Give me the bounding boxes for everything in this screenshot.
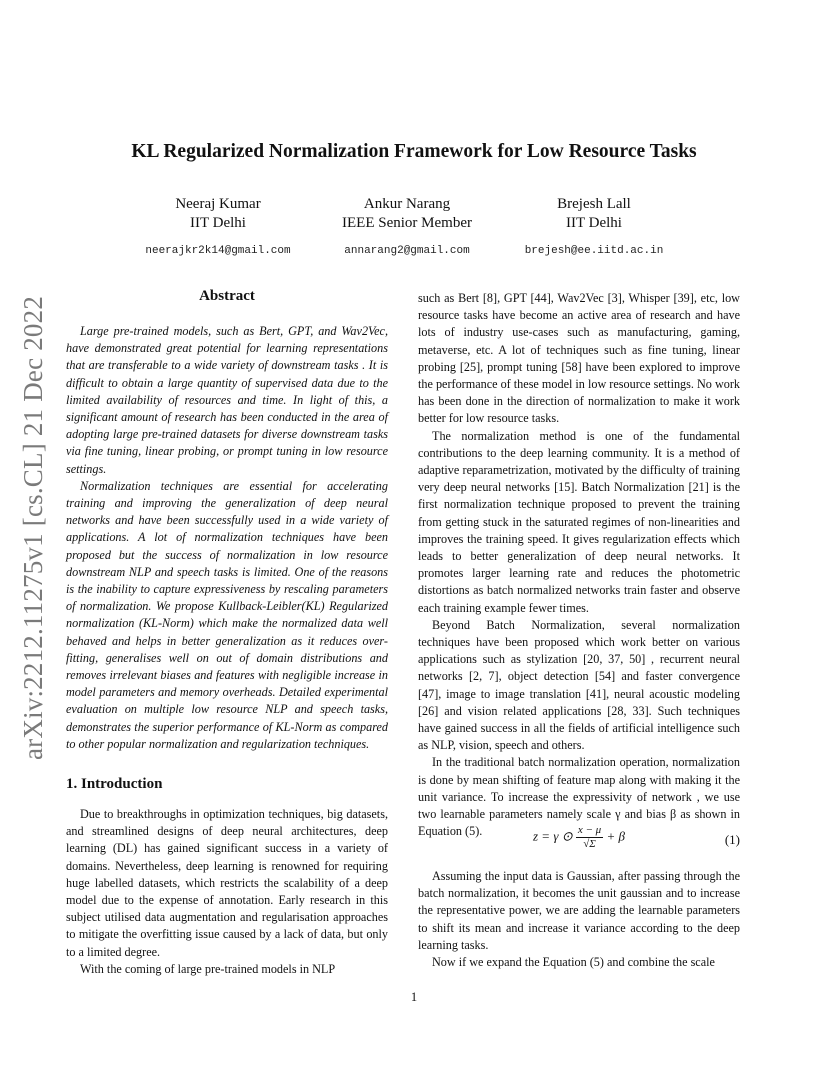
abstract-heading: Abstract bbox=[199, 288, 255, 304]
right-column-body-lower bbox=[418, 868, 740, 971]
body-paragraph: such as Bert [8], GPT [44], Wav2Vec [3], Whisper [39], etc, low resource tasks have become an active area of research and have lots of industry use-cases such as manufacturing, gaming, metaverse, etc. A lot of techniques such as fine tuning, linear probing [25], prompt tuning [58] have been explored to improve the performance of these model in low resource settings. No work has been done in the direction of normalization to make it work better for low resource tasks. bbox=[418, 291, 740, 426]
author-affiliation: IIT Delhi bbox=[566, 215, 622, 231]
equation-lhs: z = γ ⊙ bbox=[533, 828, 573, 844]
body-paragraph: The normalization method is one of the fundamental contributions to the deep learning community. It is a method of adaptive reparametrization, motivated by the difficulty of training very deep neural networks [15]. Batch Normalization [21] is the first normalization technique proposed to prevent the training from getting stuck in the saturated regimes of non-linearities and improves the training speed. It gives regularization effects which leads to better generalization of deep neural networks. It promotes larger learning rate and reduces the photometric distortions as batch normalized networks train faster and observe each training example fewer times. bbox=[418, 428, 740, 615]
equation-numerator: x − μ bbox=[577, 824, 602, 836]
equation-expression bbox=[533, 824, 625, 851]
author-email[interactable]: neerajkr2k14@gmail.com bbox=[145, 245, 291, 257]
author-affiliation: IEEE Senior Member bbox=[342, 215, 472, 231]
abstract-body bbox=[66, 323, 388, 753]
author-email[interactable]: brejesh@ee.iitd.ac.in bbox=[524, 245, 664, 257]
intro-paragraph: With the coming of large pre-trained models in NLP bbox=[80, 961, 336, 976]
body-paragraph: Beyond Batch Normalization, several normalization techniques have been proposed which work better on various applications such as stylization [20, 37, 50] , recurrent neural networks [2, 7], object detection [54] and faster convergence [47], image to image translation [41], neural acoustic modeling [26] and vision related applications [28, 33]. Such techniques have gained success in all the fields of artificial intelligence such as NLP, vision, speech and others. bbox=[418, 617, 740, 753]
equation-denominator: √Σ bbox=[583, 838, 596, 850]
equation-fraction bbox=[576, 824, 603, 851]
author-email[interactable]: annarang2@gmail.com bbox=[344, 245, 470, 257]
author-1 bbox=[108, 195, 328, 261]
arxiv-stamp: arXiv:2212.11275v1 [cs.CL] 21 Dec 2022 bbox=[18, 295, 48, 760]
right-column-body bbox=[418, 290, 740, 844]
author-name: Ankur Narang bbox=[363, 196, 451, 212]
paper-title: KL Regularized Normalization Framework for Low Resource Tasks bbox=[131, 141, 697, 162]
author-name: Neeraj Kumar bbox=[175, 196, 261, 212]
equation-1 bbox=[418, 824, 740, 860]
equation-rhs: + β bbox=[606, 828, 625, 844]
body-paragraph: In the traditional batch normalization operation, normalization is done by mean shifting of feature map along with making it the unit variance. To increase the expressivity of network , we use two learnable parameters namely scale γ and bias β as shown in Equation (5). bbox=[418, 755, 740, 839]
author-affiliation: IIT Delhi bbox=[190, 215, 246, 231]
section-heading-introduction: 1. Introduction bbox=[66, 776, 163, 792]
author-3 bbox=[484, 195, 704, 261]
equation-label: (1) bbox=[724, 832, 740, 847]
intro-paragraph: Due to breakthroughs in optimization techniques, big datasets, and streamlined designs of deep neural architectures, deep learning (DL) has gained significant success in a variety of domains. Nevertheless, deep learning is renowned for requiring huge labelled datasets, which restricts the scalability of a deep model due to the expense of annotation. Early research in this subject utilised data augmentation and regularisation approaches to mitigate the overfitting issue caused by a lack of data, but only to a limited degree. bbox=[66, 807, 388, 959]
introduction-body bbox=[66, 806, 388, 978]
abstract-paragraph: Normalization techniques are essential for accelerating training and improving the generalization of deep neural networks and have been successfully used in a wide variety of applications. A lot of normalization techniques have been proposed but the success of normalization in low resource downstream NLP and speech tasks is limited. One of the reasons is the inability to capture expressiveness by rescaling parameters of normalization. We propose Kullback-Leibler(KL) Regularized normalization (KL-Norm) which make the normalized data well behaved and helps in better generalization as it reduces over-fitting, generalises well on out of domain distributions and removes irrelevant biases and features with negligible increase in model parameters and memory overheads. Detailed experimental evaluation on multiple low resource NLP and speech tasks, demonstrates the superior performance of KL-Norm as compared to other popular normalization and regularization techniques. bbox=[66, 478, 388, 751]
body-paragraph: Now if we expand the Equation (5) and combine the scale bbox=[432, 955, 715, 970]
abstract-paragraph: Large pre-trained models, such as Bert, GPT, and Wav2Vec, have demonstrated great potential for learning representations that are transferable to a wide variety of downstream tasks . It is difficult to obtain a large quantity of supervised data due to the limited availability of resources and time. In light of this, a significant amount of research has been conducted in the area of adopting large pre-trained datasets for diverse downstream tasks via fine tuning, linear probing, or prompt tuning in low resource settings. bbox=[66, 324, 388, 476]
page-number: 1 bbox=[410, 990, 418, 1004]
author-name: Brejesh Lall bbox=[557, 196, 631, 212]
body-paragraph: Assuming the input data is Gaussian, after passing through the batch normalization, it becomes the unit gaussian and to increase the representative power, we are adding the learnable parameters to shift its mean and increase it variance according to the deep learning tasks. bbox=[418, 869, 740, 952]
